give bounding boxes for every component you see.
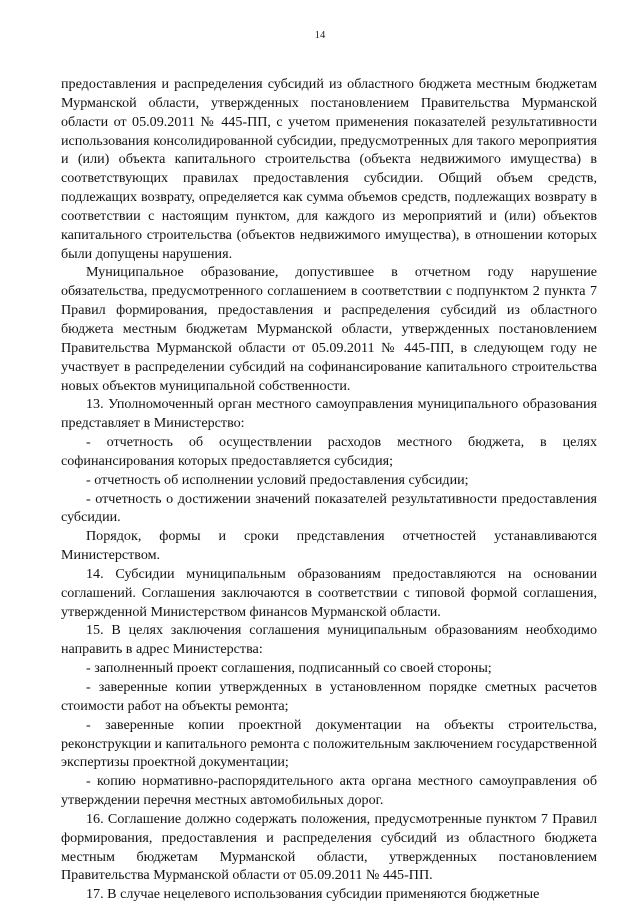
list-item: - отчетность об осуществлении расходов местного бюджета, в целях софинансирования которых предоставляется субсидия; — [61, 434, 597, 469]
list-item: - заверенные копии утвержденных в установленном порядке сметных расчетов стоимости работ на объекты ремонта; — [61, 679, 597, 714]
document-body — [61, 75, 597, 904]
list-item: - копию нормативно-распорядительного акта органа местного самоуправления об утверждении перечня местных автомобильных дорог. — [61, 773, 597, 809]
paragraph-13: 13. Уполномоченный орган местного самоуправления муниципального образования представляет в Министерство: — [61, 396, 597, 432]
paragraph-17: 17. В случае нецелевого использования субсидии применяются бюджетные — [86, 886, 540, 903]
page-number: 14 — [314, 30, 326, 41]
list-item: - заверенные копии проектной документации на объекты строительства, реконструкции и капитального ремонта с положительным заключением государственной экспертизы проектной документации; — [61, 716, 597, 771]
paragraph-violation: Муниципальное образование, допустившее в отчетном году нарушение обязательства, предусмотренного соглашением в соответствии с подпунктом 2 пункта 7 Правил формирования, предоставления и распределения субсидий из областного бюджета местным бюджетам Мурманской области, утвержденных постановлением Правительства Мурманской области от 05.09.2011 № 445-ПП, в следующем году не участвует в распределении субсидий на софинансирование капитального строительства новых объектов муниципальной собственности. — [61, 264, 597, 394]
list-item: - отчетность о достижении значений показателей результативности предоставления субсидии. — [61, 490, 597, 526]
paragraph-16: 16. Соглашение должно содержать положения, предусмотренные пунктом 7 Правил формирования, предоставления и распределения субсидий из областного бюджета местным бюджетам Мурманской области, утвержденных постановлением Правительства Мурманской области от 05.09.2011 № 445-ПП. — [61, 810, 597, 884]
paragraph-continuation: предоставления и распределения субсидий из областного бюджета местным бюджетам Мурманской области, утвержденных постановлением Правительства Мурманской области от 05.09.2011 № 445-ПП, с учетом применения показателей результативности использования консолидированной субсидии, предусмотренных для такого мероприятия и (или) объекта капитального строительства (объекта недвижимого имущества) в соответствующих правилах предоставления субсидии. Общий объем средств, подлежащих возврату, определяется как сумма объемов средств, подлежащих возврату в соответствии с настоящим пунктом, для каждого из мероприятий и (или) объектов капитального строительства (объектов недвижимого имущества), в отношении которых были допущены нарушения. — [61, 76, 597, 262]
paragraph-reporting-order: Порядок, формы и сроки представления отчетностей устанавливаются Министерством. — [61, 528, 597, 564]
paragraph-15: 15. В целях заключения соглашения муниципальным образованиям необходимо направить в адрес Министерства: — [61, 622, 597, 658]
paragraph-14: 14. Субсидии муниципальным образованиям предоставляются на основании соглашений. Соглашения заключаются в соответствии с типовой формой соглашения, утвержденной Министерством финансов Мурманской области. — [61, 565, 597, 620]
list-item: - отчетность об исполнении условий предоставления субсидии; — [86, 471, 469, 488]
list-item: - заполненный проект соглашения, подписанный со своей стороны; — [86, 660, 492, 677]
